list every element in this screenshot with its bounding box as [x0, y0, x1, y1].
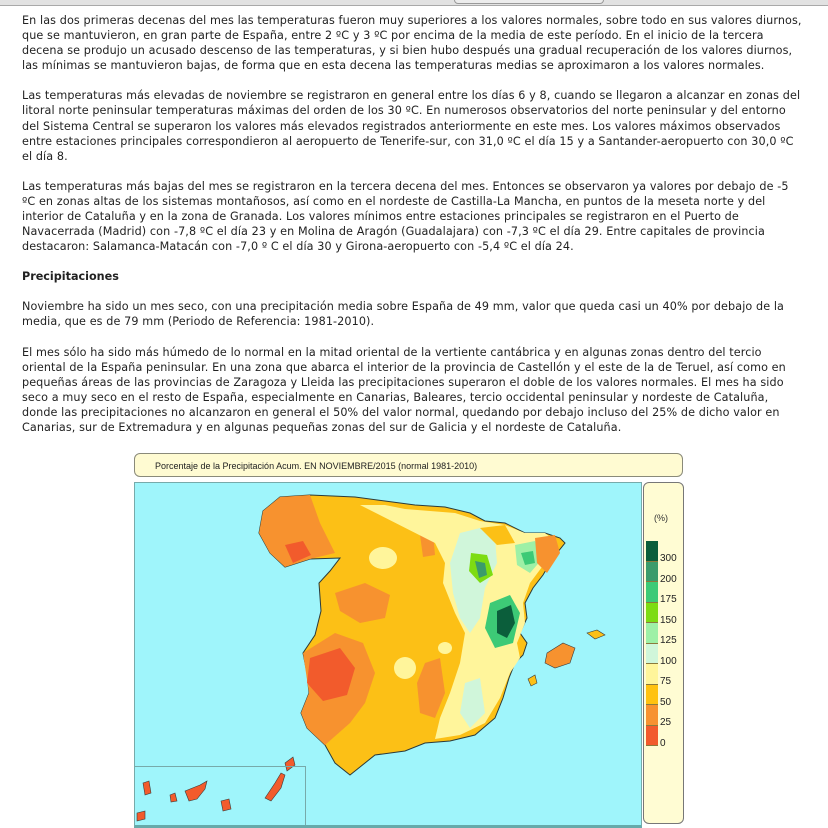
- paragraph-temperatures-intro: En las dos primeras decenas del mes las temperaturas fueron muy superiores a los valores normales, sobre todo en sus valores diurnos, que se mantuvieron, en gran parte de España, entre 2 ºC y 3 ºC por encima de la media de este período. En el inicio de la tercera decena se produjo un acusado descenso de las temperaturas, y si bien hubo después una gradual recuperación de los valores diurnos, las mínimas se mantuvieron bajas, de forma que en esta decena las temperaturas medias se aproximaron a los valores normales.: [22, 14, 802, 73]
- legend-unit-label: (%): [654, 513, 668, 523]
- legend-swatch: [646, 623, 658, 644]
- legend-swatch: [646, 726, 658, 747]
- legend-label: 300: [660, 553, 677, 564]
- precipitation-map-figure: [134, 453, 686, 826]
- legend-swatch: [646, 603, 658, 624]
- legend-swatch: [646, 705, 658, 726]
- legend-swatch: [646, 582, 658, 603]
- legend-label: 25: [660, 717, 672, 728]
- section-heading-precipitaciones: Precipitaciones: [22, 270, 119, 284]
- legend-swatch: [646, 664, 658, 685]
- legend-swatch: [646, 644, 658, 665]
- legend-swatch: [646, 562, 658, 583]
- paragraph-temperatures-min: Las temperaturas más bajas del mes se registraron en la tercera decena del mes. Entonces se observaron ya valores por debajo de -5 ºC en zonas altas de los sistemas montañosos, así como en el nordeste de Castilla-La Mancha, en puntos de la meseta norte y del interior de Cataluña y en la zona de Granada. Los valores mínimos entre estaciones principales se registraron en el Puerto de Navacerrada (Madrid) con -7,8 ºC el día 23 y en Molina de Aragón (Guadalajara) con -7,3 ºC el día 29. Entre capitales de provincia destacaron: Salamanca-Matacán con -7,0 º C el día 30 y Girona-aeropuerto con -5,4 ºC el día 24.: [22, 179, 789, 254]
- map-title: Porcentaje de la Precipitación Acum. EN NOVIEMBRE/2015 (normal 1981-2010): [134, 453, 683, 477]
- browser-toolbar-edge: [0, 0, 828, 6]
- paragraph-precip-summary: Noviembre ha sido un mes seco, con una precipitación media sobre España de 49 mm, valor que queda casi un 40% por debajo de la media, que es de 79 mm (Periodo de Referencia: 1981-2010).: [22, 300, 785, 329]
- legend-swatch: [646, 541, 658, 562]
- legend-swatch: [646, 685, 658, 706]
- legend-label: 200: [660, 573, 677, 585]
- legend-label: 50: [660, 696, 672, 708]
- spain-precipitation-map: [134, 482, 642, 828]
- legend-label: 75: [660, 676, 672, 687]
- legend-label: 0: [660, 737, 666, 749]
- legend-label: 100: [660, 655, 677, 667]
- legend-label: 125: [660, 635, 677, 646]
- paragraph-precip-detail: El mes sólo ha sido más húmedo de lo normal en la mitad oriental de la vertiente cantábrica y en algunas zonas dentro del tercio oriental de la España peninsular. En una zona que abarca el interior de la provincia de Castellón y el este de la de Teruel, así como en pequeñas áreas de las provincias de Zaragoza y Lleida las precipitaciones superaron el doble de los valores normales. El mes ha sido seco a muy seco en el resto de España, especialmente en Canarias, Baleares, tercio occidental peninsular y nordeste de Cataluña, donde las precipitaciones no alcanzaron en general el 50% del valor normal, quedando por debajo incluso del 25% de dicho valor en Canarias, sur de Extremadura y en algunas pequeñas zonas del sur de Galicia y el nordeste de Cataluña.: [22, 345, 786, 434]
- paragraph-temperatures-max: Las temperaturas más elevadas de noviembre se registraron en general entre los días 6 y 8, cuando se llegaron a alcanzar en zonas del litoral norte peninsular temperaturas máximas del orden de los 30 ºC. En numerosos observatorios del norte peninsular y del entorno del Sistema Central se superaron los valores más elevados registrados anteriormente en este mes. Los valores máximos observados entre estaciones principales correspondieron al aeropuerto de Tenerife-sur, con 31,0 ºC el día 15 y a Santander-aeropuerto con 30,0 ºC el día 8.: [22, 89, 801, 163]
- canary-islands-inset: [135, 766, 306, 827]
- legend-label: 150: [660, 614, 677, 626]
- toolbar-field-edge[interactable]: [454, 0, 604, 4]
- article-body: [22, 13, 802, 450]
- map-legend: [643, 482, 684, 824]
- legend-label: 175: [660, 594, 677, 605]
